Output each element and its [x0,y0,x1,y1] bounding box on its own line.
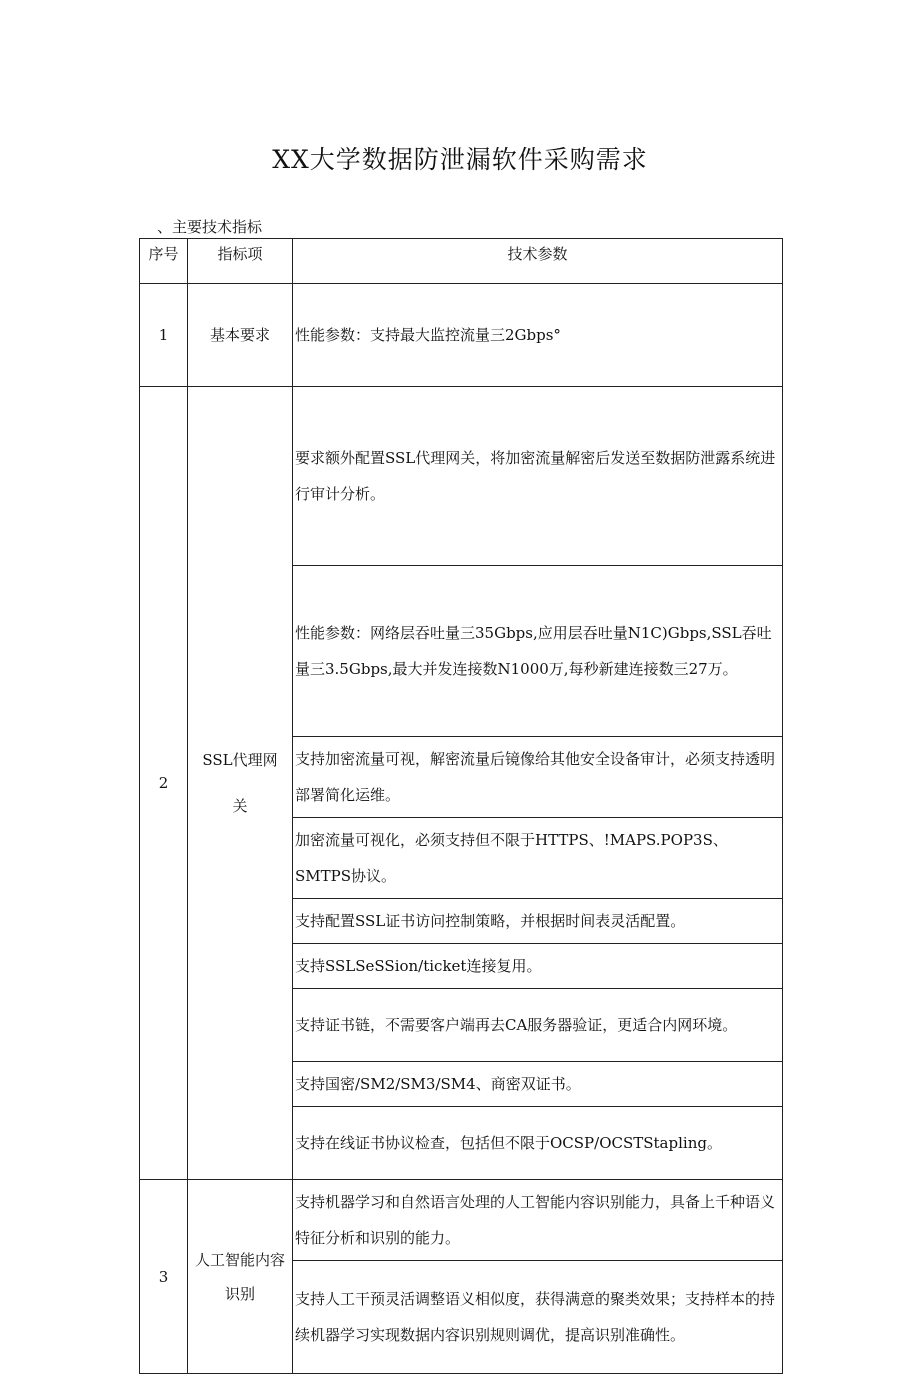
table-header-row [140,239,783,284]
param-cell: 支持机器学习和自然语言处理的人工智能内容识别能力，具备上千种语义特征分析和识别的能力。 [293,1180,783,1261]
row-no: 3 [140,1180,188,1374]
param-cell: 支持配置SSL证书访问控制策略，并根据时间表灵活配置。 [293,899,783,944]
row-no: 2 [140,387,188,1180]
param-cell: 性能参数：网络层吞吐量三35Gbps,应用层吞吐量N1C)Gbps,SSL吞吐量三3.5Gbps,最大并发连接数N1000万,每秒新建连接数三27万。 [293,566,783,737]
param-cell: 加密流量可视化，必须支持但不限于HTTPS、!MAPS.POP3S、SMTPS协议。 [293,818,783,899]
spec-table [139,238,783,1374]
param-cell: 支持证书链，不需要客户端再去CA服务器验证，更适合内网环境。 [293,989,783,1062]
row-no: 1 [140,284,188,387]
document-title: XX大学数据防泄漏软件采购需求 [272,145,648,174]
table-row [140,387,783,566]
row-item: SSL代理网关 [188,387,293,1180]
param-cell: 支持加密流量可视，解密流量后镜像给其他安全设备审计，必须支持透明部署简化运维。 [293,737,783,818]
param-cell: 支持SSLSeSSion/ticket连接复用。 [293,944,783,989]
param-cell: 性能参数：支持最大监控流量三2Gbps° [293,284,783,387]
table-row [140,1180,783,1261]
header-item: 指标项 [188,239,293,284]
header-params: 技术参数 [293,239,783,284]
param-cell: 要求额外配置SSL代理网关，将加密流量解密后发送至数据防泄露系统进行审计分析。 [293,387,783,566]
row-item: 人工智能内容识别 [188,1180,293,1374]
row-item: 基本要求 [188,284,293,387]
table-row [140,284,783,387]
param-cell: 支持在线证书协议检查，包括但不限于OCSP/OCSTStapling。 [293,1107,783,1180]
param-cell: 支持人工干预灵活调整语义相似度，获得满意的聚类效果；支持样本的持续机器学习实现数据内容识别规则调优，提高识别准确性。 [293,1261,783,1374]
section-heading: 、主要技术指标 [157,218,263,236]
header-no: 序号 [140,239,188,284]
param-cell: 支持国密/SM2/SM3/SM4、商密双证书。 [293,1062,783,1107]
